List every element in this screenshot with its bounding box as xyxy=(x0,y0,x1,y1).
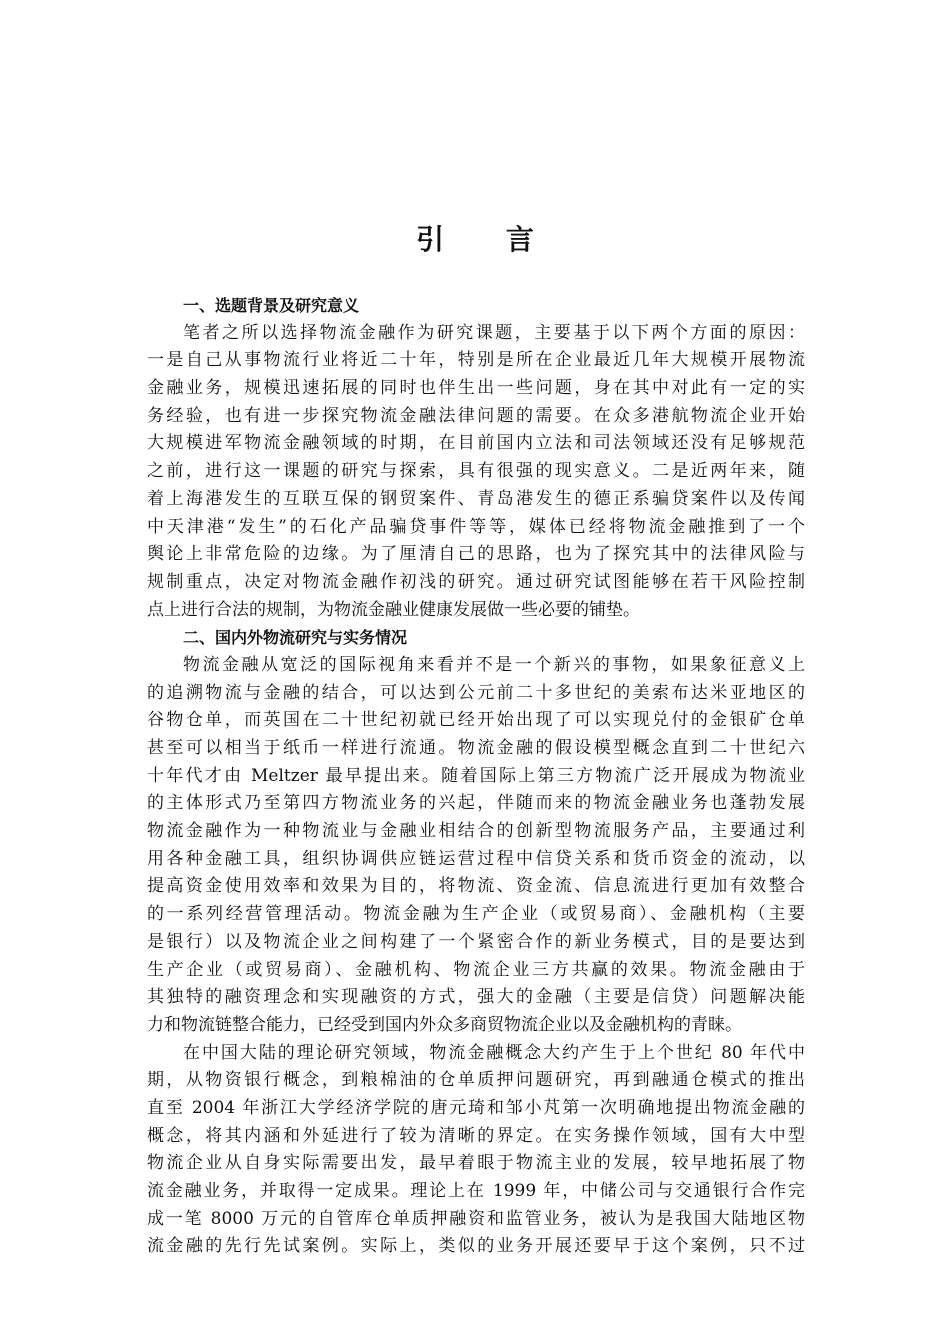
text-line: 概念，将其内涵和外延进行了较为清晰的界定。在实务操作领域，国有大中型 xyxy=(147,1125,805,1146)
text-line: 成一笔 8000 万元的自管库仓单质押融资和监管业务，被认为是我国大陆地区物 xyxy=(147,1208,805,1229)
document-body xyxy=(147,292,805,1261)
text-line: 流金融业务，并取得一定成果。理论上在 1999 年，中储公司与交通银行合作完 xyxy=(147,1181,805,1202)
text-line: 流金融的先行先试案例。实际上，类似的业务开展还要早于这个案例，只不过 xyxy=(147,1236,805,1257)
text-line: 在中国大陆的理论研究领域，物流金融概念大约产生于上个世纪 80 年代中 xyxy=(183,1042,805,1063)
page-title: 引 言 xyxy=(416,223,560,256)
text-line: 舆论上非常危险的边缘。为了厘清自己的思路，也为了探究其中的法律风险与 xyxy=(147,544,805,565)
text-line: 一是自己从事物流行业将近二十年，特别是所在企业最近几年大规模开展物流 xyxy=(147,350,805,371)
text-line: 生产企业（或贸易商）、金融机构、物流企业三方共赢的效果。物流金融由于 xyxy=(147,959,805,980)
text-line: 点上进行合法的规制，为物流金融业健康发展做一些必要的铺垫。 xyxy=(147,599,640,620)
text-line: 大规模进军物流金融领域的时期，在目前国内立法和司法领域还没有足够规范 xyxy=(147,433,805,454)
section-heading-2: 二、国内外物流研究与实务情况 xyxy=(183,628,408,648)
text-line: 着上海港发生的互联互保的钢贸案件、青岛港发生的德正系骗贷案件以及传闻 xyxy=(147,488,805,509)
text-line: 的一系列经营管理活动。物流金融为生产企业（或贸易商）、金融机构（主要 xyxy=(147,904,805,925)
text-line: 十年代才由 Meltzer 最早提出来。随着国际上第三方物流广泛开展成为物流业 xyxy=(147,765,805,786)
text-line: 甚至可以相当于纸币一样进行流通。物流金融的假设模型概念直到二十世纪六 xyxy=(147,738,805,759)
paragraph-2 xyxy=(147,652,805,1040)
text-line: 其独特的融资理念和实现融资的方式，强大的金融（主要是信贷）问题解决能 xyxy=(147,987,805,1008)
paragraph-1 xyxy=(147,320,805,625)
text-line: 谷物仓单，而英国在二十世纪初就已经开始出现了可以实现兑付的金银矿仓单 xyxy=(147,710,805,731)
text-line: 物流金融从宽泛的国际视角来看并不是一个新兴的事物，如果象征意义上 xyxy=(183,654,805,675)
text-line: 力和物流链整合能力，已经受到国内外众多商贸物流企业以及金融机构的青睐。 xyxy=(147,1014,742,1035)
paragraph-3 xyxy=(147,1040,805,1262)
text-line: 规制重点，决定对物流金融作初浅的研究。通过研究试图能够在若干风险控制 xyxy=(147,571,805,592)
text-line: 中天津港“发生”的石化产品骗贷事件等等，媒体已经将物流金融推到了一个 xyxy=(147,516,805,537)
text-line: 物流企业从自身实际需要出发，最早着眼于物流主业的发展，较早地拓展了物 xyxy=(147,1153,805,1174)
section-heading-1: 一、选题背景及研究意义 xyxy=(183,296,360,315)
text-line: 是银行）以及物流企业之间构建了一个紧密合作的新业务模式，目的是要达到 xyxy=(147,931,805,952)
text-line: 金融业务，规模迅速拓展的同时也伴生出一些问题，身在其中对此有一定的实 xyxy=(147,378,805,399)
text-line: 用各种金融工具，组织协调供应链运营过程中信贷关系和货币资金的流动，以 xyxy=(147,848,805,869)
text-line: 提高资金使用效率和效果为目的，将物流、资金流、信息流进行更加有效整合 xyxy=(147,876,805,897)
text-line: 物流金融作为一种物流业与金融业相结合的创新型物流服务产品，主要通过利 xyxy=(147,821,805,842)
text-line: 笔者之所以选择物流金融作为研究课题，主要基于以下两个方面的原因： xyxy=(183,322,805,343)
text-line: 的追溯物流与金融的结合，可以达到公元前二十多世纪的美索布达米亚地区的 xyxy=(147,682,805,703)
text-line: 直至 2004 年浙江大学经济学院的唐元琦和邹小芃第一次明确地提出物流金融的 xyxy=(147,1097,805,1118)
text-line: 务经验，也有进一步探究物流金融法律问题的需要。在众多港航物流企业开始 xyxy=(147,405,805,426)
text-line: 的主体形式乃至第四方物流业务的兴起，伴随而来的物流金融业务也蓬勃发展 xyxy=(147,793,805,814)
text-line: 之前，进行这一课题的研究与探索，具有很强的现实意义。二是近两年来，随 xyxy=(147,461,805,482)
text-line: 期，从物资银行概念，到粮棉油的仓单质押问题研究，再到融通仓模式的推出 xyxy=(147,1070,805,1091)
